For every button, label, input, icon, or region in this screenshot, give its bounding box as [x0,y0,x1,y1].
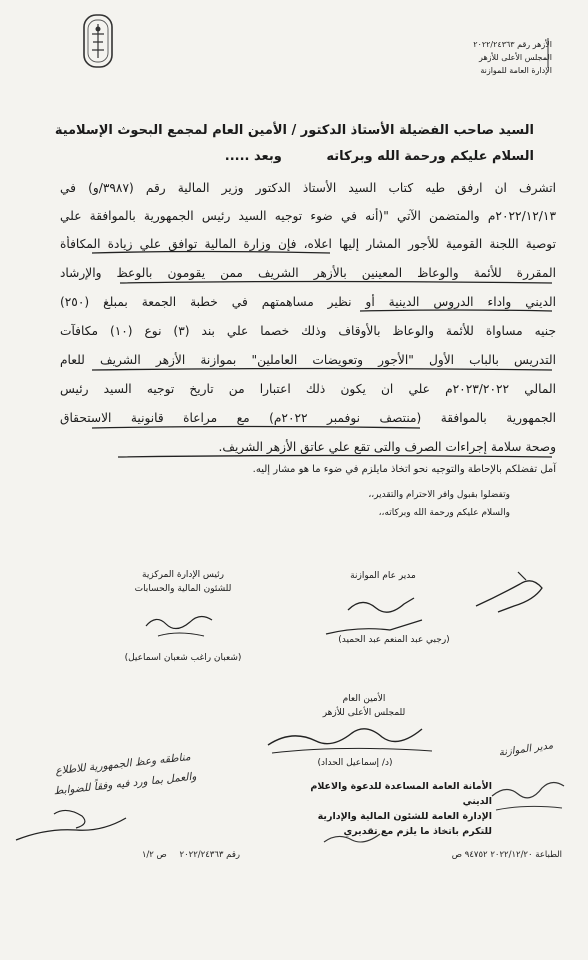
handwritten-note-line2: والعمل بما ورد فيه وفقاً للضوابط [53,770,197,798]
azhar-logo-icon [80,12,116,70]
sg-signature-icon [262,715,440,757]
central-head-title1: رئيس الإدارة المركزية [142,570,224,580]
sg-title2: للمجلس الأعلى للأزهر [322,708,406,718]
initials-scribble-icon [468,566,552,618]
central-head-title2: للشئون المالية والحسابات [134,584,232,594]
routing-line1: الأمانة العامة المساعدة للدعوة والاعلام الديني [310,781,492,807]
greeting-row [54,146,534,168]
footer-page: ص ١/٢ [141,850,167,860]
after-line: وبعد ..... [224,149,282,164]
handwritten-right-note: مدير الموازنة [498,740,554,759]
sg-name: (د/ إسماعيل الحداد) [317,758,393,768]
footer-ref-value: ٢٠٢٢/٢٤٣٦٣ [179,850,224,860]
footer-print-value: ٢٠٢٢/١٢/٢٠ ٩٤٧٥٢ ص [451,850,533,860]
body-line-10: وصحة سلامة إجراءات الصرف والتى تقع علي عاتق الأزهر الشريف. [218,440,556,454]
central-head-name: (شعبان راغب شعبان اسماعيل) [124,653,242,663]
margin-mark-icon [544,36,552,70]
handwritten-note [13,743,236,806]
greeting-line: السلام عليكم ورحمة الله وبركاته [326,149,534,164]
footer-ref-row [40,850,240,860]
body-line-3: توصية اللجنة القومية للأجور المشار إليها اعلاه، فإن وزارة المالية توافق علي زيادة المكافأة [60,237,556,251]
routing-initials-icon [318,826,388,850]
header-org-block [392,38,552,77]
request-line: آمل تفضلكم بالإحاطة والتوجيه نحو اتخاذ مايلزم في ضوء ما هو مشار إليه. [252,464,556,475]
footer-print-row [262,850,562,860]
respect-line: وتفضلوا بقبول وافر الاحترام والتقدير،، [368,490,510,500]
body-line-5: الديني واداء الدروس الدينية أو نظير مساهمتهم في خطبة الجمعة بمبلغ (٢٥٠) [60,295,556,309]
body-line-9: الجمهورية بالموافقة (منتصف نوفمبر ٢٠٢٢م) مع مراعاة قانونية الاستحقاق [60,411,556,425]
central-head-block [108,568,258,596]
central-head-signature-icon [138,604,228,644]
handwritten-note-line1: مناطقه وعظ الجمهورية للاطلاع [54,750,192,778]
budget-director-title: مدير عام الموازنة [350,571,416,581]
body-line-8: المالي ٢٠٢٣/٢٠٢٢م علي ان يكون ذلك اعتبارا من تاريخ توجيه السيد رئيس [60,382,556,396]
header-ref-label: رقم [517,40,531,49]
handwritten-right-scribble-icon [482,760,574,816]
body-line-6: جنيه مساواة للأئمة والوعاظ بالأوقاف وذلك خصما علي بند (٣) نوع (١٠) مكافآت [60,324,556,338]
header-org-line1: الأزهر [532,40,552,49]
footer-ref-label: رقم [226,850,240,860]
body-line-2: ٢٠٢٢/١٢/١٣م والمتضمن الآتي "(أنه في ضوء توجيه السيد رئيس الجمهورية بالموافقة علي [60,209,556,223]
routing-line3: للتكرم باتخاذ ما يلزم مع تقديري [343,826,492,837]
routing-line2: الإدارة العامة للشئون المالية والإدارية [317,811,492,822]
body-line-7: التدريس بالباب الأول "الأجور وتعويضات العاملين" بموازنة الأزهر الشريف للعام [60,353,556,367]
header-ref-number: ٢٠٢٢/٢٤٣٦٣ [473,40,515,49]
header-org-line2: المجلس الأعلى للأزهر [479,53,552,62]
footer-print-label: الطباعة [535,850,562,860]
addressee-line: السيد صاحب الفضيلة الأستاذ الدكتور / الأمين العام لمجمع البحوث الإسلامية [54,123,534,138]
closing-line: والسلام عليكم ورحمة الله وبركاته،، [378,508,510,518]
budget-director-name: (رجبي عبد المنعم عبد الحميد) [338,635,450,645]
header-org-line1-row [392,38,552,51]
body-line-1: اتشرف ان ارفق طيه كتاب السيد الأستاذ الدكتور وزير المالية رقم (٣٩٨٧/و) في [60,181,556,195]
header-org-line3: الإدارة العامة للموازنة [480,66,552,75]
body-line-4: المقررة للأئمة والوعاظ المعينين بالأزهر الشريف ممن يقومون بالوعظ والإرشاد [60,266,556,280]
sg-title1: الأمين العام [342,694,386,704]
handwritten-signature-icon [6,800,136,850]
salutation-block [54,120,534,168]
